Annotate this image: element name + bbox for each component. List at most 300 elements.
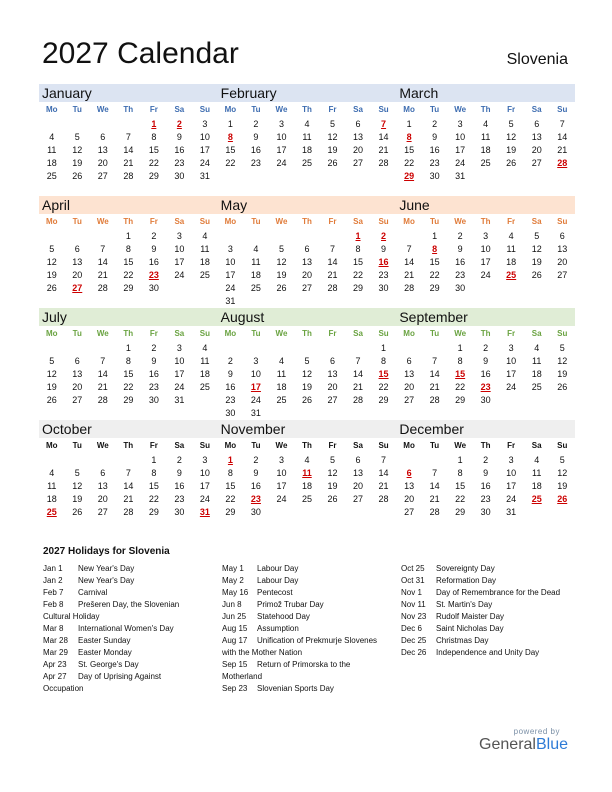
weekday-label: We [454,105,467,114]
weekday-header [39,326,218,341]
month-february [218,84,397,196]
day: 15 [455,480,466,491]
holiday-day: 17 [250,381,261,392]
day: 3 [483,230,489,241]
day: 4 [483,118,489,129]
month-june [396,196,575,308]
weekday-label: Su [557,329,568,338]
day: 27 [353,493,364,504]
holiday-day: 15 [455,368,466,379]
weekday-label: Su [378,217,389,226]
day: 30 [225,407,236,418]
day: 25 [276,394,287,405]
day: 23 [378,269,389,280]
day: 14 [327,256,338,267]
weekday-label: Sa [353,441,363,450]
weekday-label: We [96,105,109,114]
day: 4 [534,342,540,353]
day: 13 [557,243,568,254]
day: 4 [49,131,55,142]
day: 29 [148,170,159,181]
day: 27 [72,394,83,405]
day: 2 [176,454,182,465]
day: 9 [151,243,157,254]
day: 26 [531,269,542,280]
day: 7 [432,355,438,366]
month-may [218,196,397,308]
day: 3 [278,118,284,129]
day: 16 [148,368,159,379]
day: 30 [455,282,466,293]
holiday-name: Pentecost [257,588,293,597]
holiday-name: Labour Day [257,576,299,585]
holiday-entry [43,587,203,599]
day: 12 [72,480,83,491]
holiday-day: 16 [378,256,389,267]
day: 26 [506,157,517,168]
day: 6 [100,467,106,478]
day: 8 [457,355,463,366]
day: 1 [125,342,131,353]
holiday-entry [222,587,382,599]
day: 30 [480,506,491,517]
day: 4 [202,230,208,241]
day: 14 [353,368,364,379]
holidays-title: 2027 Holidays for Slovenia [43,546,170,557]
day: 7 [100,243,106,254]
day: 19 [276,269,287,280]
holiday-entry [43,647,203,659]
weekday-label: Su [557,441,568,450]
holiday-entry [43,671,203,695]
day: 3 [202,454,208,465]
day: 20 [353,480,364,491]
day-grid [39,341,218,406]
holiday-date: Apr 23 [43,660,67,669]
day: 13 [301,256,312,267]
day: 30 [378,282,389,293]
day: 8 [381,355,387,366]
weekday-label: Tu [251,441,261,450]
day: 22 [123,381,134,392]
weekday-header [39,438,218,453]
holiday-name: Easter Monday [78,648,132,657]
weekday-label: We [454,329,467,338]
holiday-entry [401,587,561,599]
weekday-label: Sa [531,217,542,226]
day: 22 [225,157,236,168]
day: 10 [480,243,491,254]
day: 12 [276,256,287,267]
day: 19 [46,381,57,392]
weekday-label: Fr [149,217,158,226]
holiday-date: Jun 8 [222,600,242,609]
holiday-name: St. Martin's Day [436,600,493,609]
day: 10 [276,131,287,142]
holiday-entry [401,575,561,587]
day: 17 [506,368,517,379]
holiday-day: 8 [406,131,412,142]
day: 6 [355,454,361,465]
day: 31 [199,170,210,181]
day: 26 [276,282,287,293]
month-name: February [218,84,397,102]
day: 15 [123,256,134,267]
day: 13 [353,131,364,142]
day: 11 [302,131,312,142]
day: 6 [74,355,80,366]
day: 19 [557,480,568,491]
day: 29 [148,506,159,517]
day: 17 [506,480,517,491]
weekday-label: Tu [251,105,261,114]
holiday-date: Feb 8 [43,600,64,609]
day: 31 [455,170,466,181]
day: 14 [404,256,415,267]
weekday-label: Fr [328,105,337,114]
day: 9 [432,131,438,142]
day: 14 [97,256,108,267]
day: 27 [301,282,312,293]
month-name: August [218,308,397,326]
holiday-day: 11 [302,467,312,478]
holiday-day: 23 [148,269,159,280]
day: 7 [432,467,438,478]
day: 12 [506,131,517,142]
day: 30 [174,506,185,517]
weekday-label: Tu [430,329,440,338]
holiday-day: 23 [480,381,491,392]
day: 22 [455,493,466,504]
day: 26 [557,381,568,392]
weekday-label: Mo [403,329,415,338]
holiday-day: 31 [199,506,210,517]
weekday-label: Tu [430,217,440,226]
day: 29 [455,506,466,517]
day: 27 [97,170,108,181]
holiday-name: St. George's Day [78,660,139,669]
holiday-date: Mar 8 [43,624,64,633]
day: 6 [100,131,106,142]
day: 26 [72,170,83,181]
day: 3 [278,454,284,465]
day: 9 [227,368,233,379]
day: 7 [125,467,131,478]
day: 10 [174,243,185,254]
weekday-label: Su [199,329,210,338]
day: 11 [47,480,57,491]
day: 25 [199,269,210,280]
holiday-entry [43,635,203,647]
weekday-label: Su [199,105,210,114]
day: 20 [353,144,364,155]
holiday-day: 15 [378,368,389,379]
day: 24 [506,381,517,392]
day: 14 [557,131,568,142]
day: 17 [455,144,466,155]
day: 28 [378,493,389,504]
weekday-label: Su [378,329,389,338]
holiday-entry [43,599,203,623]
holiday-day: 26 [557,493,568,504]
day: 28 [123,170,134,181]
day: 18 [480,144,491,155]
weekday-header [218,326,397,341]
day: 17 [276,144,287,155]
day-grid [39,117,218,182]
day: 20 [97,493,108,504]
day: 7 [100,355,106,366]
holiday-date: Mar 29 [43,648,68,657]
weekday-label: Mo [45,105,58,114]
holiday-date: Jun 25 [222,612,247,621]
day: 2 [253,118,259,129]
holiday-name: Return of Primorska to the Motherland [222,660,351,681]
holiday-name: Christmas Day [436,636,489,645]
weekday-label: Mo [224,105,237,114]
holiday-entry [401,563,561,575]
holiday-day: 7 [381,118,387,129]
day: 7 [125,131,131,142]
day: 14 [429,368,440,379]
day: 15 [225,144,236,155]
day: 25 [301,493,312,504]
holiday-date: Nov 11 [401,600,426,609]
day: 2 [457,230,463,241]
holiday-name: New Year's Day [78,576,135,585]
day: 22 [353,269,364,280]
day: 30 [174,170,185,181]
holiday-entry [401,611,561,623]
day: 6 [355,118,361,129]
day: 5 [330,118,336,129]
weekday-label: Th [480,329,491,338]
day: 1 [125,230,131,241]
weekday-label: Fr [328,329,337,338]
day: 1 [227,118,233,129]
day: 2 [227,355,233,366]
day: 13 [72,256,83,267]
day: 24 [250,394,261,405]
holiday-date: May 2 [222,576,244,585]
day: 3 [508,342,514,353]
day: 28 [404,282,415,293]
day: 16 [455,256,466,267]
day-grid [39,229,218,294]
day: 16 [250,144,261,155]
weekday-label: Tu [72,217,82,226]
day: 27 [353,157,364,168]
day: 28 [97,282,108,293]
day: 6 [74,243,80,254]
day: 20 [404,381,415,392]
weekday-label: We [96,441,109,450]
holiday-day: 8 [227,131,233,142]
weekday-label: Sa [531,105,542,114]
day: 16 [250,480,261,491]
holiday-day: 25 [46,506,57,517]
day: 16 [174,144,185,155]
holiday-column-1 [43,563,203,695]
weekday-label: Mo [224,217,237,226]
day: 16 [148,256,159,267]
day: 24 [276,157,287,168]
day: 19 [506,144,517,155]
day: 9 [151,355,157,366]
holiday-name: Easter Sunday [78,636,131,645]
brand-name: GeneralBlue [479,736,568,753]
day: 7 [381,454,387,465]
day: 6 [559,230,565,241]
day: 23 [148,381,159,392]
day: 16 [429,144,440,155]
day: 29 [123,282,134,293]
day: 10 [225,256,236,267]
day: 16 [480,480,491,491]
day: 21 [429,493,440,504]
day: 2 [151,342,157,353]
day: 22 [378,381,389,392]
month-name: December [396,420,575,438]
holiday-column-2 [222,563,382,695]
day: 3 [176,342,182,353]
day: 3 [176,230,182,241]
day: 16 [480,368,491,379]
day: 5 [304,355,310,366]
holiday-date: Sep 15 [222,660,248,669]
day: 28 [378,157,389,168]
weekday-header [39,214,218,229]
month-name: June [396,196,575,214]
weekday-label: Th [123,217,134,226]
weekday-label: We [275,217,288,226]
holiday-name: Rudolf Maister Day [436,612,505,621]
holiday-entry [222,599,382,611]
holiday-date: May 1 [222,564,244,573]
holiday-name: Day of Uprising Against Occupation [43,672,162,693]
month-name: September [396,308,575,326]
day: 10 [455,131,466,142]
holiday-entry [222,683,382,695]
weekday-label: Tu [251,217,261,226]
day: 25 [46,170,57,181]
weekday-label: We [275,329,288,338]
holiday-day: 27 [72,282,83,293]
day: 29 [225,506,236,517]
day-grid [39,453,218,518]
month-december [396,420,575,532]
weekday-label: Th [123,441,134,450]
day: 15 [225,480,236,491]
day: 4 [508,230,514,241]
day: 18 [531,480,542,491]
day: 13 [353,467,364,478]
day: 4 [534,454,540,465]
weekday-label: Su [199,217,210,226]
day: 20 [531,144,542,155]
holiday-name: Saint Nicholas Day [436,624,504,633]
day: 11 [47,144,57,155]
day: 15 [148,480,159,491]
month-name: March [396,84,575,102]
day: 28 [429,506,440,517]
day: 18 [301,144,312,155]
day: 20 [72,381,83,392]
day: 17 [174,256,185,267]
day: 18 [531,368,542,379]
day-grid [218,453,397,518]
day: 5 [559,342,565,353]
holiday-name: International Women's Day [78,624,174,633]
weekday-label: Th [302,217,312,226]
day: 12 [557,467,568,478]
day: 13 [72,368,83,379]
day: 17 [199,480,210,491]
holiday-entry [43,563,203,575]
day: 15 [123,368,134,379]
day: 24 [174,381,185,392]
day: 21 [557,144,568,155]
month-august [218,308,397,420]
weekday-label: Sa [353,329,363,338]
holiday-date: Jan 2 [43,576,63,585]
day: 3 [227,243,233,254]
weekday-label: Th [480,441,491,450]
day: 11 [480,131,491,142]
weekday-label: Mo [224,329,237,338]
day: 14 [429,480,440,491]
month-name: July [39,308,218,326]
day: 15 [404,144,415,155]
weekday-label: Sa [174,441,185,450]
calendar-grid [39,84,575,532]
day: 17 [174,368,185,379]
holiday-name: Sovereignty Day [436,564,495,573]
day: 31 [506,506,517,517]
weekday-label: Th [480,217,491,226]
day: 29 [378,394,389,405]
weekday-label: Th [302,441,312,450]
day: 5 [278,243,284,254]
day: 9 [457,243,463,254]
holiday-name: Labour Day [257,564,299,573]
day: 28 [327,282,338,293]
day: 12 [301,368,312,379]
weekday-label: We [96,217,109,226]
day: 21 [378,480,389,491]
day: 10 [250,368,261,379]
day: 25 [250,282,261,293]
holiday-date: Mar 28 [43,636,68,645]
holiday-date: May 16 [222,588,249,597]
holiday-date: Sep 23 [222,684,248,693]
day: 12 [46,256,57,267]
month-name: January [39,84,218,102]
month-march [396,84,575,196]
day: 11 [200,355,210,366]
holiday-entry [401,647,561,659]
weekday-label: Su [199,441,210,450]
day: 19 [46,269,57,280]
day: 24 [225,282,236,293]
day: 5 [534,230,540,241]
day: 10 [199,467,210,478]
weekday-label: Fr [149,105,158,114]
day: 25 [199,381,210,392]
holiday-date: Nov 1 [401,588,422,597]
holiday-name: Slovenian Sports Day [257,684,334,693]
day: 31 [225,295,236,306]
